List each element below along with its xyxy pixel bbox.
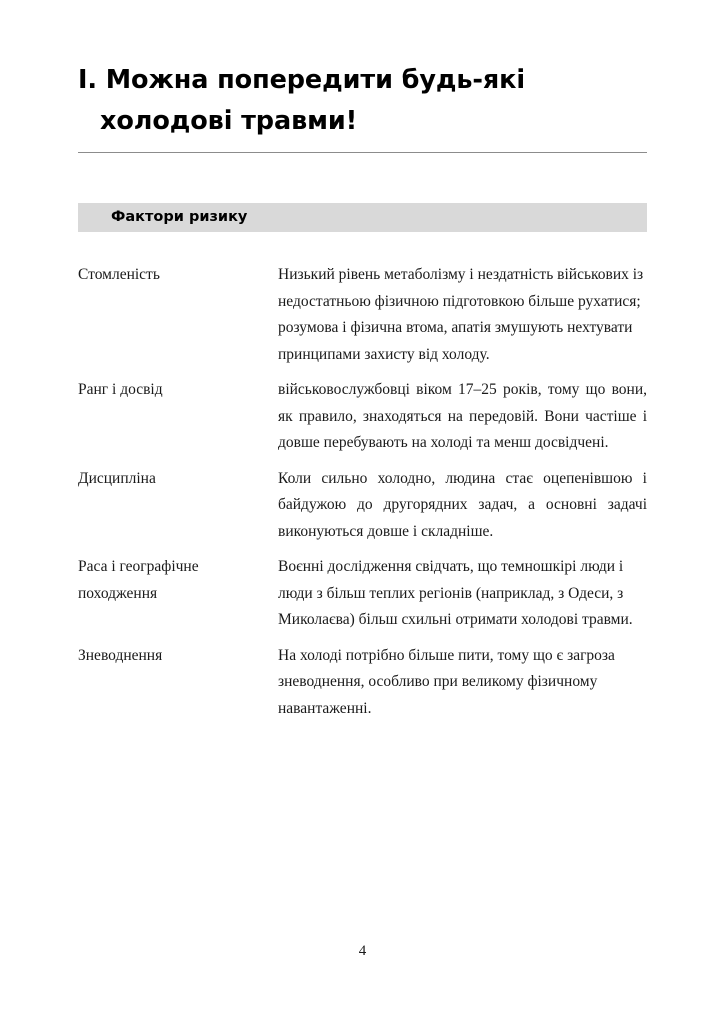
page-number: 4 — [358, 943, 367, 959]
section-heading-band — [78, 203, 647, 232]
factor-description: Низький рівень метаболізму і нездатність військових із недостатньою фізичною підготовкою більше рухатися; розумова і фізична втома, апатія змушують нехтувати принципами захисту від холоду. — [278, 266, 644, 363]
factor-description: На холоді потрібно більше пити, тому що є загроза зневоднення, особливо при великому фізичному навантаженні. — [278, 646, 615, 717]
title-divider — [78, 152, 647, 153]
table-row — [78, 262, 647, 368]
title-block — [78, 60, 647, 142]
factor-description: Коли сильно холодно, людина стає оцепенівшою і байдужою до другорядних задач, а основні задачі виконуються довше і складніше. — [278, 469, 647, 540]
table-row — [78, 466, 647, 546]
factor-label: Зневоднення — [78, 646, 163, 664]
factor-description: Воєнні дослідження свідчать, що темношкірі люди і люди з більш теплих регіонів (наприклад, з Одеси, з Миколаєва) більш схильні отримати холодові травми. — [278, 558, 633, 628]
table-row — [78, 643, 647, 723]
factor-label: Ранг і досвід — [78, 381, 163, 398]
page-title: I. Можна попередити будь-які холодові травми! — [78, 65, 525, 136]
risk-factors-table — [78, 262, 647, 722]
factor-label: Дисципліна — [78, 469, 156, 487]
factor-label: Раса і географічне походження — [78, 558, 199, 602]
factor-label: Стомленість — [78, 266, 160, 283]
table-row — [78, 554, 647, 634]
section-heading-label: Фактори ризику — [111, 209, 248, 225]
table-row — [78, 377, 647, 457]
factor-description: військовослужбовці віком 17–25 років, тому що вони, як правило, знаходяться на передовій. Вони частіше і довше перебувають на холоді та менш досвідчені. — [278, 381, 647, 451]
